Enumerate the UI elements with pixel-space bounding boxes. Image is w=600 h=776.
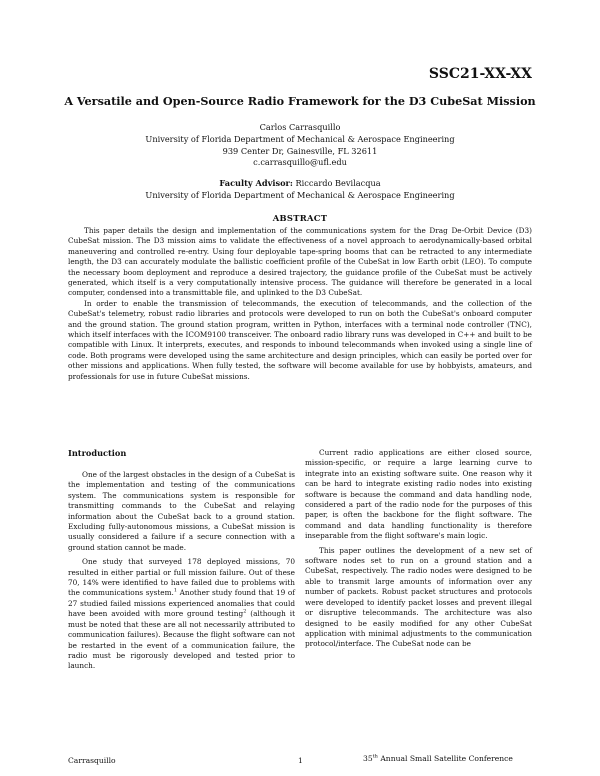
author-address: 939 Center Dr, Gainesville, FL 32611 — [222, 145, 378, 156]
paper-id: SSC21-XX-XX — [428, 66, 532, 82]
left-column — [68, 448, 295, 676]
conference-ordinal: th — [372, 753, 378, 760]
paper-title: A Versatile and Open-Source Radio Framework for the D3 CubeSat Mission — [64, 94, 536, 108]
intro-paragraph: This paper outlines the development of a new set of software nodes set to run on a ground station and a CubeSat, respectively. The radio nodes were designed to be able to transmit large amounts of information over any number of packets. Robust packet structures and protocols were developed to identify packet losses and prevent illegal or disruptive telecommands. The architecture was also designed to be easily modified for any other CubeSat application with minimal adjustments to the communication protocol/interface. The CubeSat node can be — [305, 545, 532, 649]
abstract-paragraph: In order to enable the transmission of telecommands, the execution of telecommands, and the collection of the CubeSat's telemetry, robust radio libraries and protocols were developed to run on both the CubeSat's onboard computer and the ground station. The ground station program, written in Python, interfaces with a terminal node controller (TNC), which itself interfaces with the ICOM9100 transceiver. The onboard radio library runs was developed in C++ and built to be compatible with Linux. It interprets, executes, and responds to inbound telecommands when invoked using a single line of code. Both programs were developed using the same architecture and design principles, which can easily be ported over for other missions and applications. When fully tested, the software will become available for use by hobbyists, amateurs, and professionals for use in future CubeSat missions. — [68, 298, 532, 381]
author-block — [0, 122, 600, 169]
study-text-3: (although it must be noted that these are all not necessarily attributed to communication failures). Because the flight software can not be restarted in the event of a communication failure, the radio must be rigorously developed and tested prior to launch. — [68, 609, 296, 671]
advisor-name: Riccardo Bevilacqua — [295, 178, 381, 188]
advisor-line — [0, 178, 600, 190]
advisor-block — [0, 178, 600, 202]
footer-author: Carrasquillo — [68, 756, 116, 765]
conference-number: 35 — [363, 754, 373, 763]
advisor-label: Faculty Advisor: — [219, 178, 293, 188]
abstract-heading: ABSTRACT — [272, 213, 328, 223]
author-name: Carlos Carrasquillo — [259, 122, 341, 132]
abstract-paragraph: This paper details the design and implementation of the communications system for the Drag De-Orbit Device (D3) CubeSat mission. The D3 mission aims to validate the effectiveness of a novel approach to aerodynamically-based orbital maneuvering and controlled re-entry. Using four deployable tape-spring booms that can be retracted to any intermediate length, the D3 can accurately modulate the ballistic coefficient profile of the CubeSat in low Earth orbit (LEO). To compute the necessary boom deployment and reproduce a desired trajectory, the guidance profile of the CubeSat must be actively generated, which itself is a very computationally intensive process. The guidance will therefore be generated in a local computer, condensed into a transmittable file, and uplinked to the D3 CubeSat. — [68, 226, 532, 298]
intro-paragraph-study — [68, 557, 295, 671]
footnote-ref-1[interactable]: 1 — [173, 588, 178, 595]
footnote-ref-2[interactable]: 2 — [243, 608, 247, 615]
advisor-affiliation: University of Florida Department of Mechanical & Aerospace Engineering — [145, 189, 455, 200]
study-text-2: Another study found that 19 of 27 studied failed missions experienced anomalies that could have been avoided with more ground testing — [68, 588, 295, 619]
author-email: c.carrasquillo@ufl.edu — [253, 157, 347, 168]
study-text-1: One study that surveyed 178 deployed missions, 70 resulted in either partial or full mission failure. Out of these 70, 14% were identified to have failed due to problems with the communications system. — [68, 557, 295, 598]
section-heading-introduction: Introduction — [68, 448, 127, 458]
intro-paragraph: Current radio applications are either closed source, mission-specific, or require a large learning curve to integrate into an existing software suite. One reason why it can be hard to integrate existing radio nodes into existing software is because the command and data handling node, considered a part of the radio node for the purposes of this paper, is often the backbone for the flight software. The command and data handling functionality is therefore inseparable from the flight software's main logic. — [305, 448, 532, 541]
abstract-body — [68, 226, 532, 382]
author-affiliation: University of Florida Department of Mechanical & Aerospace Engineering — [145, 133, 455, 144]
intro-paragraph: One of the largest obstacles in the design of a CubeSat is the implementation and testing of the communications system. The communications system is responsible for transmitting commands to the CubeSat and relaying information about the CubeSat back to a ground station. Excluding fully-autonomous missions, a CubeSat mission is usually considered a failure if a secure connection with a ground station cannot be made. — [68, 470, 295, 552]
right-column — [305, 448, 532, 654]
footer-conference — [363, 754, 513, 763]
conference-name: Annual Small Satellite Conference — [377, 754, 513, 763]
footer-page-number: 1 — [298, 756, 303, 765]
